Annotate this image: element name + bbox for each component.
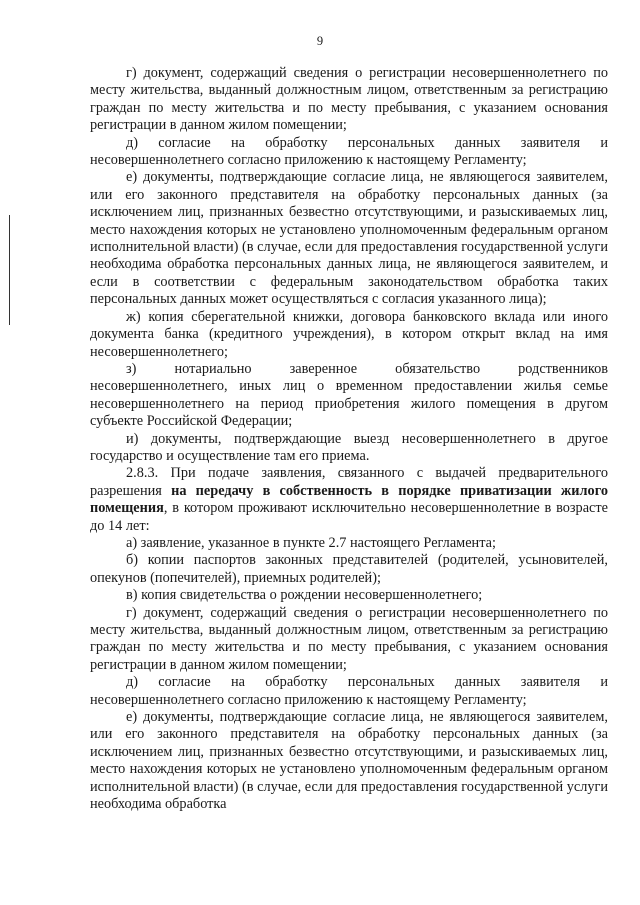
section-2-8-3-emphasis: на передачу в собственность в порядке приватизации жилого помещения bbox=[90, 482, 608, 517]
section-2-8-3-tail: , в котором проживают исключительно несовершеннолетние в возрасте до 14 лет: bbox=[90, 500, 608, 534]
page-number: 9 bbox=[316, 34, 324, 48]
paragraph-g-2: г) документ, содержащий сведения о регистрации несовершеннолетнего по месту жительства, выданный должностным лицом, ответственным за регистрацию граждан по месту жительства и по месту пребывания, с указанием основания регистрации в данном жилом помещении; bbox=[90, 604, 608, 673]
document-body bbox=[90, 65, 608, 813]
paragraph-d-2: д) согласие на обработку персональных данных заявителя и несовершеннолетнего согласно приложению к настоящему Регламенту; bbox=[90, 674, 608, 708]
scan-margin-line bbox=[9, 215, 10, 325]
paragraph-g-1: г) документ, содержащий сведения о регистрации несовершеннолетнего по месту жительства, выданный должностным лицом, ответственным за регистрацию граждан по месту жительства и по месту пребывания, с указанием основания регистрации в данном жилом помещении; bbox=[90, 65, 608, 134]
section-2-8-3 bbox=[90, 465, 608, 535]
paragraph-i: и) документы, подтверждающие выезд несовершеннолетнего в другое государство и осуществление там его приема. bbox=[90, 430, 608, 464]
paragraph-e-1: е) документы, подтверждающие согласие лица, не являющегося заявителем, или его законного представителя на обработку персональных данных (за исключением лиц, признанных безвестно отсутствующими, и разыскиваемых лиц, место нахождения которых не установлено уполномоченным федеральным органом исполнительной власти) (в случае, если для предоставления государственной услуги необходима обработка персональных данных лица, не являющегося заявителем, и если в соответствии с федеральным законодательством обработка таких персональных данных может осуществляться с согласия указанного лица); bbox=[90, 169, 608, 308]
paragraph-b: б) копии паспортов законных представителей (родителей, усыновителей, опекунов (попечителей), приемных родителей); bbox=[90, 552, 608, 586]
paragraph-z: з) нотариально заверенное обязательство родственников несовершеннолетнего, иных лиц о временном предоставлении жилья семье несовершеннолетнего на период приобретения жилого помещения в другом субъекте Российской Федерации; bbox=[90, 360, 608, 430]
paragraph-v: в) копия свидетельства о рождении несовершеннолетнего; bbox=[126, 587, 483, 604]
paragraph-e-2: е) документы, подтверждающие согласие лица, не являющегося заявителем, или его законного представителя на обработку персональных данных (за исключением лиц, признанных безвестно отсутствующими, и разыскиваемых лиц, место нахождения которых не установлено уполномоченным федеральным органом исполнительной власти) (в случае, если для предоставления государственной услуги необходима обработка bbox=[90, 709, 608, 813]
paragraph-d-1: д) согласие на обработку персональных данных заявителя и несовершеннолетнего согласно приложению к настоящему Регламенту; bbox=[90, 134, 608, 169]
section-2-8-3-intro: 2.8.3. При подаче заявления, связанного с выдачей предварительного разрешения bbox=[90, 465, 608, 499]
paragraph-zh: ж) копия сберегательной книжки, договора банковского вклада или иного документа банка (кредитного учреждения), в котором открыт вклад на имя несовершеннолетнего; bbox=[90, 308, 608, 360]
paragraph-a: а) заявление, указанное в пункте 2.7 настоящего Регламента; bbox=[126, 534, 496, 551]
